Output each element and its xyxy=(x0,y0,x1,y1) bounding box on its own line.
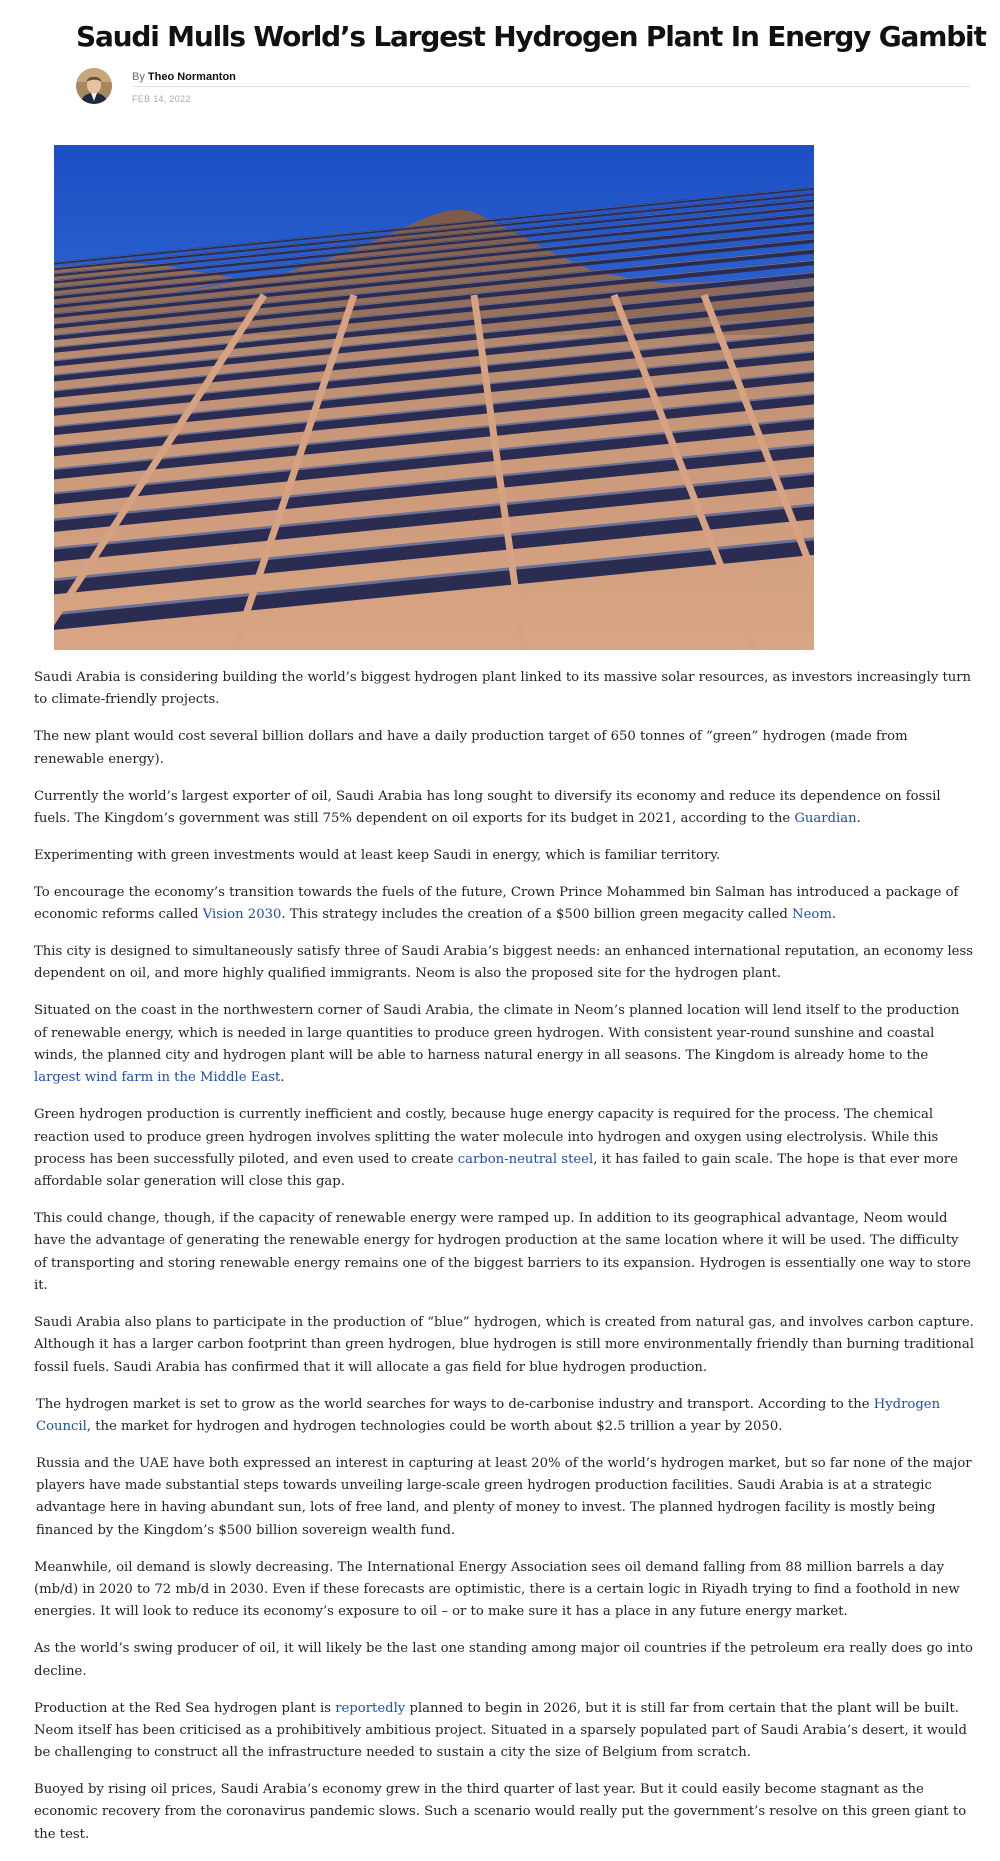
paragraph-text: To encourage the economy’s transition towards the fuels of the future, Crown Prince Mohammed bin Salman has introduced a package of economic reforms called xyxy=(34,884,959,923)
article-link[interactable]: carbon-neutral steel xyxy=(457,1151,594,1167)
byline-divider xyxy=(132,86,970,87)
author-name[interactable]: Theo Normanton xyxy=(147,71,236,83)
paragraph-text: . xyxy=(280,1070,285,1086)
paragraph-text: planned to begin in 2026, but it is still far from certain that the plant will be built. Neom itself has been criticised as a prohibitively ambitious project. Situated in a sparsely populated part of Saudi Arabia’s desert, it would be challenging to construct all the infrastructure needed to sustain a city the size of Belgium from scratch. xyxy=(34,1700,967,1761)
paragraph-text: Experimenting with green investments would at least keep Saudi in energy, which is familiar territory. xyxy=(34,847,721,863)
article-link[interactable]: Neom xyxy=(792,907,832,923)
paragraph-text: The new plant would cost several billion dollars and have a daily production target of 650 tonnes of “green” hydrogen (made from renewable energy). xyxy=(34,729,908,767)
article-paragraph xyxy=(34,1104,974,1193)
article-body xyxy=(34,667,974,1861)
article-paragraph xyxy=(36,1394,974,1439)
paragraph-text: , the market for hydrogen and hydrogen technologies could be worth about $2.5 trillion a year by 2050. xyxy=(86,1418,783,1434)
paragraph-text: This city is designed to simultaneously satisfy three of Saudi Arabia’s biggest needs: an enhanced international reputation, an economy less dependent on oil, and more highly qualified immigrants. Neom is also the proposed site for the hydrogen plant. xyxy=(34,944,974,982)
paragraph-text: . xyxy=(856,810,861,826)
paragraph-text: As the world’s swing producer of oil, it will likely be the last one standing among major oil countries if the petroleum era really does go into decline. xyxy=(34,1641,973,1679)
paragraph-text: Saudi Arabia is considering building the world’s biggest hydrogen plant linked to its massive solar resources, as investors increasingly turn to climate-friendly projects. xyxy=(34,670,972,708)
article-paragraph xyxy=(34,726,974,771)
paragraph-text: Meanwhile, oil demand is slowly decreasing. The International Energy Association sees oil demand falling from 88 million barrels a day (mb/d) in 2020 to 72 mb/d in 2030. Even if these forecasts are optimistic, there is a certain logic in Riyadh trying to find a foothold in new energies. It will look to reduce its economy’s exposure to oil – or to make sure it has a place in any future energy market. xyxy=(34,1559,960,1620)
article-paragraph xyxy=(34,882,974,927)
paragraph-text: . xyxy=(831,907,837,923)
article-link[interactable]: reportedly xyxy=(335,1700,406,1716)
article-paragraph xyxy=(34,941,974,986)
byline xyxy=(132,71,236,83)
hero-image xyxy=(54,145,814,650)
paragraph-text: Saudi Arabia also plans to participate in the production of “blue” hydrogen, which is created from natural gas, and involves carbon capture. Although it has a larger carbon footprint than green hydrogen, blue hydrogen is still more environmentally friendly than burning traditional fossil fuels. Saudi Arabia has confirmed that it will allocate a gas field for blue hydrogen production. xyxy=(34,1315,974,1375)
article-link[interactable]: Hydrogen Council xyxy=(36,1396,941,1434)
paragraph-text: . This strategy includes the creation of a $500 billion green megacity called xyxy=(281,907,793,923)
article-paragraph xyxy=(34,845,974,867)
solar-farm-photo xyxy=(54,145,814,650)
paragraph-text: Production at the Red Sea hydrogen plant is xyxy=(34,1700,336,1716)
paragraph-text: Green hydrogen production is currently inefficient and costly, because huge energy capacity is required for the process. The chemical reaction used to produce green hydrogen involves splitting the water molecule into hydrogen and oxygen using electrolysis. While this process has been successfully piloted, and even used to create xyxy=(34,1107,939,1167)
article-link[interactable]: Vision 2030 xyxy=(202,907,282,923)
author-photo xyxy=(76,68,112,104)
paragraph-text: The hydrogen market is set to grow as the world searches for ways to de-carbonise industry and transport. According to the xyxy=(36,1396,874,1412)
article-paragraph xyxy=(34,1779,974,1846)
article-paragraph xyxy=(34,1638,974,1683)
article-paragraph xyxy=(34,1208,974,1297)
paragraph-text: Situated on the coast in the northwestern corner of Saudi Arabia, the climate in Neom’s planned location will lend itself to the production of renewable energy, which is needed in large quantities to produce green hydrogen. With consistent year-round sunshine and coastal winds, the planned city and hydrogen plant will be able to harness natural energy in all seasons. The Kingdom is already home to the xyxy=(34,1003,960,1063)
article-paragraph xyxy=(34,667,974,712)
byline-prefix: By xyxy=(132,71,145,83)
author-avatar[interactable] xyxy=(76,68,112,104)
publish-date: FEB 14, 2022 xyxy=(132,94,191,104)
article-paragraph xyxy=(36,1453,974,1542)
article-link[interactable]: largest wind farm in the Middle East xyxy=(34,1070,281,1086)
paragraph-text: This could change, though, if the capacity of renewable energy were ramped up. In addition to its geographical advantage, Neom would have the advantage of generating the renewable energy for hydrogen production at the same location where it will be used. The difficulty of transporting and storing renewable energy remains one of the biggest barriers to its expansion. Hydrogen is essentially one way to store it. xyxy=(34,1211,971,1294)
article-paragraph xyxy=(34,1000,974,1089)
paragraph-text: , it has failed to gain scale. The hope is that ever more affordable solar generation will close this gap. xyxy=(34,1151,958,1190)
article-paragraph xyxy=(34,786,974,831)
paragraph-text: Currently the world’s largest exporter of oil, Saudi Arabia has long sought to diversify its economy and reduce its dependence on fossil fuels. The Kingdom’s government was still 75% dependent on oil exports for its budget in 2021, according to the xyxy=(34,788,941,826)
article-paragraph xyxy=(34,1312,974,1379)
paragraph-text: Russia and the UAE have both expressed an interest in capturing at least 20% of the world’s hydrogen market, but so far none of the major players have made substantial steps towards unveiling large-scale green hydrogen production facilities. Saudi Arabia is at a strategic advantage here in having abundant sun, lots of free land, and plenty of money to invest. The planned hydrogen facility is mostly being financed by the Kingdom’s $500 billion sovereign wealth fund. xyxy=(36,1455,972,1538)
article-title: Saudi Mulls World’s Largest Hydrogen Plant In Energy Gambit xyxy=(76,20,986,53)
article-paragraph xyxy=(34,1698,974,1765)
article-link[interactable]: Guardian xyxy=(794,810,857,826)
article-paragraph xyxy=(34,1557,974,1624)
paragraph-text: Buoyed by rising oil prices, Saudi Arabia’s economy grew in the third quarter of last year. But it could easily become stagnant as the economic recovery from the coronavirus pandemic slows. Such a scenario would really put the government’s resolve on this green giant to the test. xyxy=(34,1782,967,1842)
